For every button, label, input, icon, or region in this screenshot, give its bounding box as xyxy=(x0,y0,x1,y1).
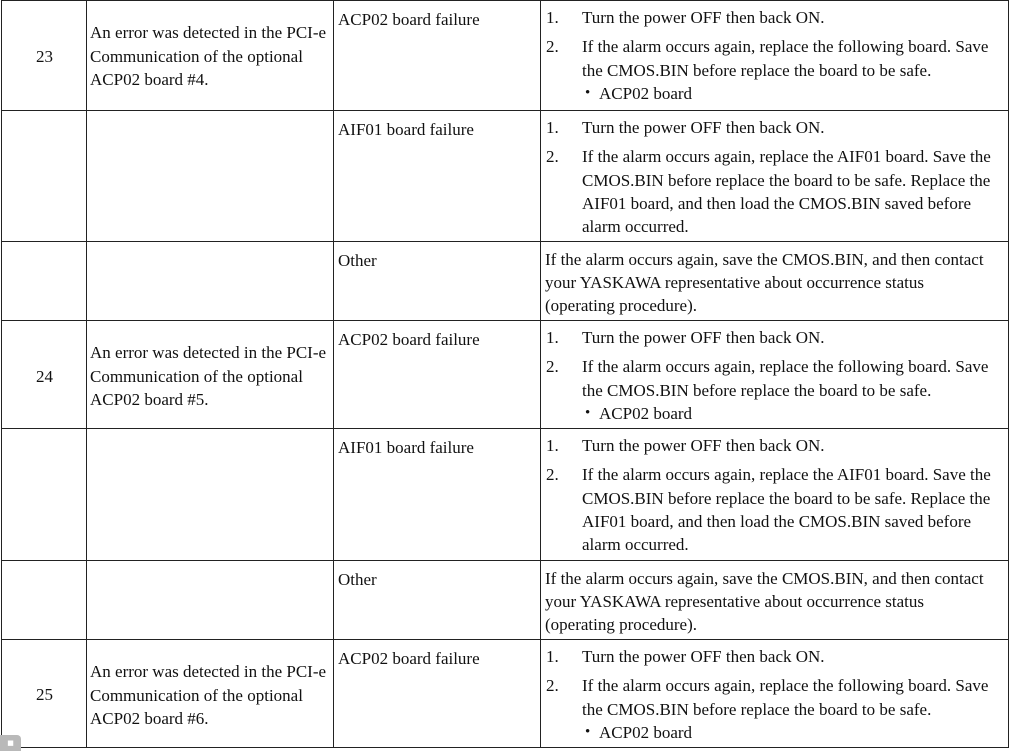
number-cell xyxy=(1,320,87,428)
remedy-cell xyxy=(540,110,1009,241)
remedy-cell xyxy=(540,428,1009,560)
remedy-step xyxy=(545,116,1005,139)
remedy-step xyxy=(545,145,1005,238)
cause-cell xyxy=(333,0,541,110)
description-cell xyxy=(86,560,334,639)
remedy-bullet xyxy=(545,402,1005,425)
bullet-text: ACP02 board xyxy=(599,83,693,103)
bullet-text: ACP02 board xyxy=(599,722,693,742)
step-number: 2. xyxy=(546,147,559,167)
remedy-paragraph: If the alarm occurs again, save the CMOS.BIN, and then contact your YASKAWA representative about occurrence status (operating procedure). xyxy=(545,250,984,315)
cause-cell xyxy=(333,560,541,639)
step-number: 1. xyxy=(546,436,559,455)
remedy-cell xyxy=(540,320,1009,428)
cause-cell xyxy=(333,241,541,320)
remedy-content xyxy=(545,248,1005,317)
number-cell xyxy=(1,241,87,320)
number-cell xyxy=(1,0,87,110)
remedy-bullet xyxy=(545,721,1005,744)
step-number: 2. xyxy=(546,676,559,696)
page-marker-icon: ■ xyxy=(0,735,21,751)
table-row xyxy=(0,241,1010,320)
remedy-cell xyxy=(540,0,1009,110)
description-cell xyxy=(86,428,334,560)
alarm-number: 24 xyxy=(36,367,53,386)
cause-text: Other xyxy=(338,251,377,270)
remedy-step xyxy=(545,35,1005,82)
alarm-number: 25 xyxy=(36,685,53,704)
alarm-number: 23 xyxy=(36,47,53,66)
bullet-text: ACP02 board xyxy=(599,403,693,423)
remedy-content xyxy=(545,116,1005,238)
remedy-paragraph: If the alarm occurs again, save the CMOS.BIN, and then contact your YASKAWA representative about occurrence status (operating procedure). xyxy=(545,569,984,634)
cause-text: Other xyxy=(338,570,377,589)
cause-text: ACP02 board failure xyxy=(338,649,480,668)
step-text: Turn the power OFF then back ON. xyxy=(582,436,825,455)
remedy-step xyxy=(545,355,1005,402)
step-number: 1. xyxy=(546,118,559,137)
remedy-step xyxy=(545,6,1005,29)
table-row xyxy=(0,428,1010,560)
description-cell xyxy=(86,320,334,428)
table-row xyxy=(0,0,1010,110)
cause-text: ACP02 board failure xyxy=(338,330,480,349)
alarm-description: An error was detected in the PCI-e Communication of the optional ACP02 board #5. xyxy=(90,343,327,409)
remedy-content xyxy=(545,434,1005,556)
number-cell xyxy=(1,560,87,639)
step-number: 2. xyxy=(546,357,559,377)
remedy-content xyxy=(545,645,1005,744)
table-row xyxy=(0,639,1010,747)
remedy-bullet xyxy=(545,82,1005,105)
step-number: 1. xyxy=(546,8,559,27)
alarm-description: An error was detected in the PCI-e Communication of the optional ACP02 board #6. xyxy=(90,662,327,728)
table-row xyxy=(0,110,1010,241)
number-cell xyxy=(1,428,87,560)
step-number: 2. xyxy=(546,465,559,485)
cause-cell xyxy=(333,428,541,560)
remedy-step xyxy=(545,645,1005,668)
number-cell xyxy=(1,110,87,241)
bullet-icon: • xyxy=(585,723,591,740)
remedy-content xyxy=(545,6,1005,105)
step-text: If the alarm occurs again, replace the following board. Save the CMOS.BIN before replace the board to be safe. xyxy=(582,357,989,400)
alarm-description: An error was detected in the PCI-e Communication of the optional ACP02 board #4. xyxy=(90,23,327,89)
remedy-content xyxy=(545,567,1005,636)
remedy-cell xyxy=(540,639,1009,747)
step-text: If the alarm occurs again, replace the AIF01 board. Save the CMOS.BIN before replace the board to be safe. Replace the AIF01 board, and then load the CMOS.BIN saved before alarm occurred. xyxy=(582,147,991,237)
step-text: Turn the power OFF then back ON. xyxy=(582,328,825,347)
cause-text: AIF01 board failure xyxy=(338,438,474,457)
remedy-step xyxy=(545,463,1005,556)
table-bottom-border xyxy=(1,747,1009,748)
remedy-content xyxy=(545,326,1005,425)
bullet-icon: • xyxy=(585,404,591,421)
table-row xyxy=(0,560,1010,639)
description-cell xyxy=(86,0,334,110)
table-row xyxy=(0,320,1010,428)
cause-cell xyxy=(333,320,541,428)
description-cell xyxy=(86,110,334,241)
description-cell xyxy=(86,639,334,747)
number-cell xyxy=(1,639,87,747)
description-cell xyxy=(86,241,334,320)
step-text: If the alarm occurs again, replace the following board. Save the CMOS.BIN before replace the board to be safe. xyxy=(582,676,989,719)
remedy-cell xyxy=(540,560,1009,639)
remedy-step xyxy=(545,674,1005,721)
step-number: 2. xyxy=(546,37,559,57)
remedy-step xyxy=(545,434,1005,457)
remedy-step xyxy=(545,326,1005,349)
cause-cell xyxy=(333,110,541,241)
step-text: Turn the power OFF then back ON. xyxy=(582,647,825,666)
remedy-cell xyxy=(540,241,1009,320)
cause-cell xyxy=(333,639,541,747)
step-text: If the alarm occurs again, replace the following board. Save the CMOS.BIN before replace the board to be safe. xyxy=(582,37,989,80)
bullet-icon: • xyxy=(585,84,591,101)
step-text: If the alarm occurs again, replace the AIF01 board. Save the CMOS.BIN before replace the board to be safe. Replace the AIF01 board, and then load the CMOS.BIN saved before alarm occurred. xyxy=(582,465,991,555)
step-number: 1. xyxy=(546,328,559,347)
cause-text: AIF01 board failure xyxy=(338,120,474,139)
cause-text: ACP02 board failure xyxy=(338,10,480,29)
step-text: Turn the power OFF then back ON. xyxy=(582,8,825,27)
step-number: 1. xyxy=(546,647,559,666)
step-text: Turn the power OFF then back ON. xyxy=(582,118,825,137)
